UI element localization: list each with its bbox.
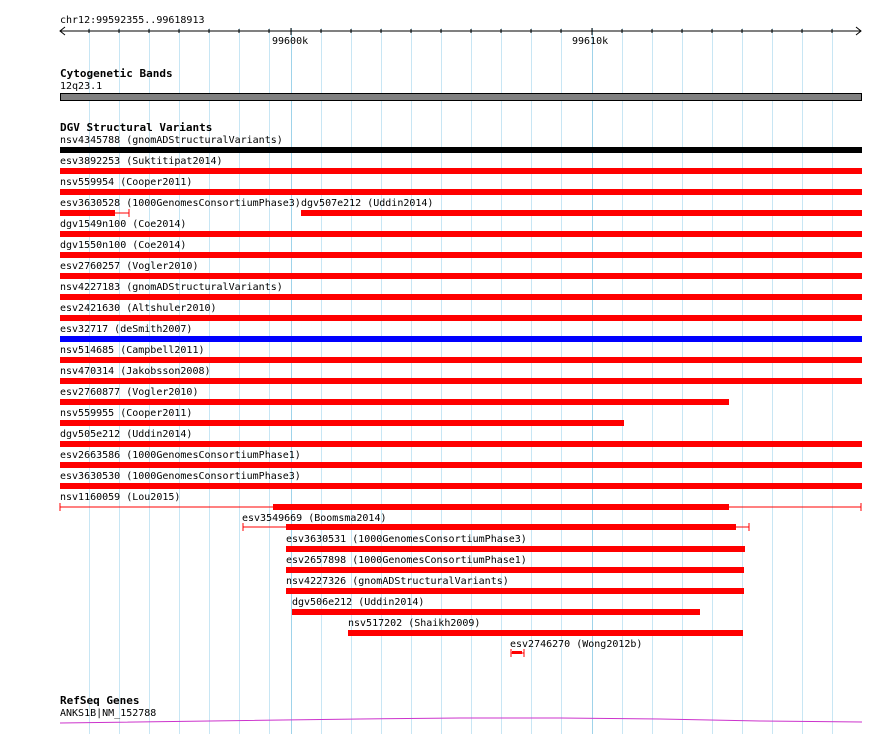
variant-label: esv2760877 (Vogler2010): [60, 387, 199, 398]
cytoband-bar[interactable]: [60, 93, 862, 101]
cytoband-label: 12q23.1: [60, 81, 103, 92]
variant-label: nsv4227183 (gnomADStructuralVariants): [60, 282, 283, 293]
variant-label: esv3892253 (Suktitipat2014): [60, 156, 223, 167]
variant-bar[interactable]: [286, 546, 745, 552]
variant-bar[interactable]: [60, 147, 862, 153]
variant-label: nsv559954 (Cooper2011): [60, 177, 193, 188]
variant-label: esv3630528 (1000GenomesConsortiumPhase3): [60, 198, 301, 209]
variant-label: dgv505e212 (Uddin2014): [60, 429, 193, 440]
variant-label: dgv507e212 (Uddin2014): [301, 198, 434, 209]
variant-bar[interactable]: [292, 609, 700, 615]
ruler-tick-label: 99610k: [572, 36, 609, 47]
variant-label: nsv559955 (Cooper2011): [60, 408, 193, 419]
variant-label: nsv514685 (Campbell2011): [60, 345, 205, 356]
variant-label: esv2746270 (Wong2012b): [510, 639, 643, 650]
ruler[interactable]: [58, 26, 866, 38]
variant-label: nsv4227326 (gnomADStructuralVariants): [286, 576, 509, 587]
variant-bar[interactable]: [60, 336, 862, 342]
variant-bar[interactable]: [60, 483, 862, 489]
variant-label: esv2657898 (1000GenomesConsortiumPhase1): [286, 555, 527, 566]
location-label: chr12:99592355..99618913: [60, 15, 205, 26]
variant-label: esv32717 (deSmith2007): [60, 324, 193, 335]
dgv-track-title: DGV Structural Variants: [60, 121, 213, 134]
variant-label: nsv517202 (Shaikh2009): [348, 618, 481, 629]
variant-label: esv2760257 (Vogler2010): [60, 261, 199, 272]
variant-label: esv2421630 (Altshuler2010): [60, 303, 217, 314]
variant-bar[interactable]: [60, 252, 862, 258]
variant-label: nsv470314 (Jakobsson2008): [60, 366, 211, 377]
variant-bar[interactable]: [60, 168, 862, 174]
variant-bar[interactable]: [60, 420, 624, 426]
variant-label: dgv1550n100 (Coe2014): [60, 240, 187, 251]
gene-model[interactable]: [60, 715, 863, 725]
variant-bar[interactable]: [286, 524, 736, 530]
gene-label: ANKS1B|NM_152788: [60, 708, 157, 719]
cytoband-track-title: Cytogenetic Bands: [60, 67, 173, 80]
variant-bar[interactable]: [60, 462, 862, 468]
variant-bar[interactable]: [286, 588, 744, 594]
variant-label: esv3630531 (1000GenomesConsortiumPhase3): [286, 534, 527, 545]
variant-bar[interactable]: [60, 294, 862, 300]
variant-bar[interactable]: [348, 630, 743, 636]
variant-bar[interactable]: [512, 651, 522, 654]
variant-bar[interactable]: [60, 357, 862, 363]
variant-bar[interactable]: [60, 231, 862, 237]
variant-label: dgv506e212 (Uddin2014): [292, 597, 425, 608]
variant-label: dgv1549n100 (Coe2014): [60, 219, 187, 230]
variant-label: esv3630530 (1000GenomesConsortiumPhase3): [60, 471, 301, 482]
ruler-tick-label: 99600k: [272, 36, 309, 47]
variant-bar[interactable]: [60, 273, 862, 279]
variant-bar[interactable]: [60, 399, 729, 405]
variant-bar[interactable]: [60, 315, 862, 321]
variant-label: nsv4345788 (gnomADStructuralVariants): [60, 135, 283, 146]
refseq-track-title: RefSeq Genes: [60, 694, 140, 707]
variant-bar[interactable]: [60, 441, 862, 447]
variant-bar[interactable]: [301, 210, 862, 216]
variant-bar[interactable]: [60, 210, 115, 216]
variant-bar[interactable]: [273, 504, 729, 510]
variant-bar[interactable]: [60, 189, 862, 195]
variant-whisker: [114, 208, 132, 218]
variant-bar[interactable]: [60, 378, 862, 384]
variant-bar[interactable]: [286, 567, 744, 573]
variant-label: nsv1160059 (Lou2015): [60, 492, 181, 503]
variant-label: esv2663586 (1000GenomesConsortiumPhase1): [60, 450, 301, 461]
variant-label: esv3549669 (Boomsma2014): [242, 513, 387, 524]
